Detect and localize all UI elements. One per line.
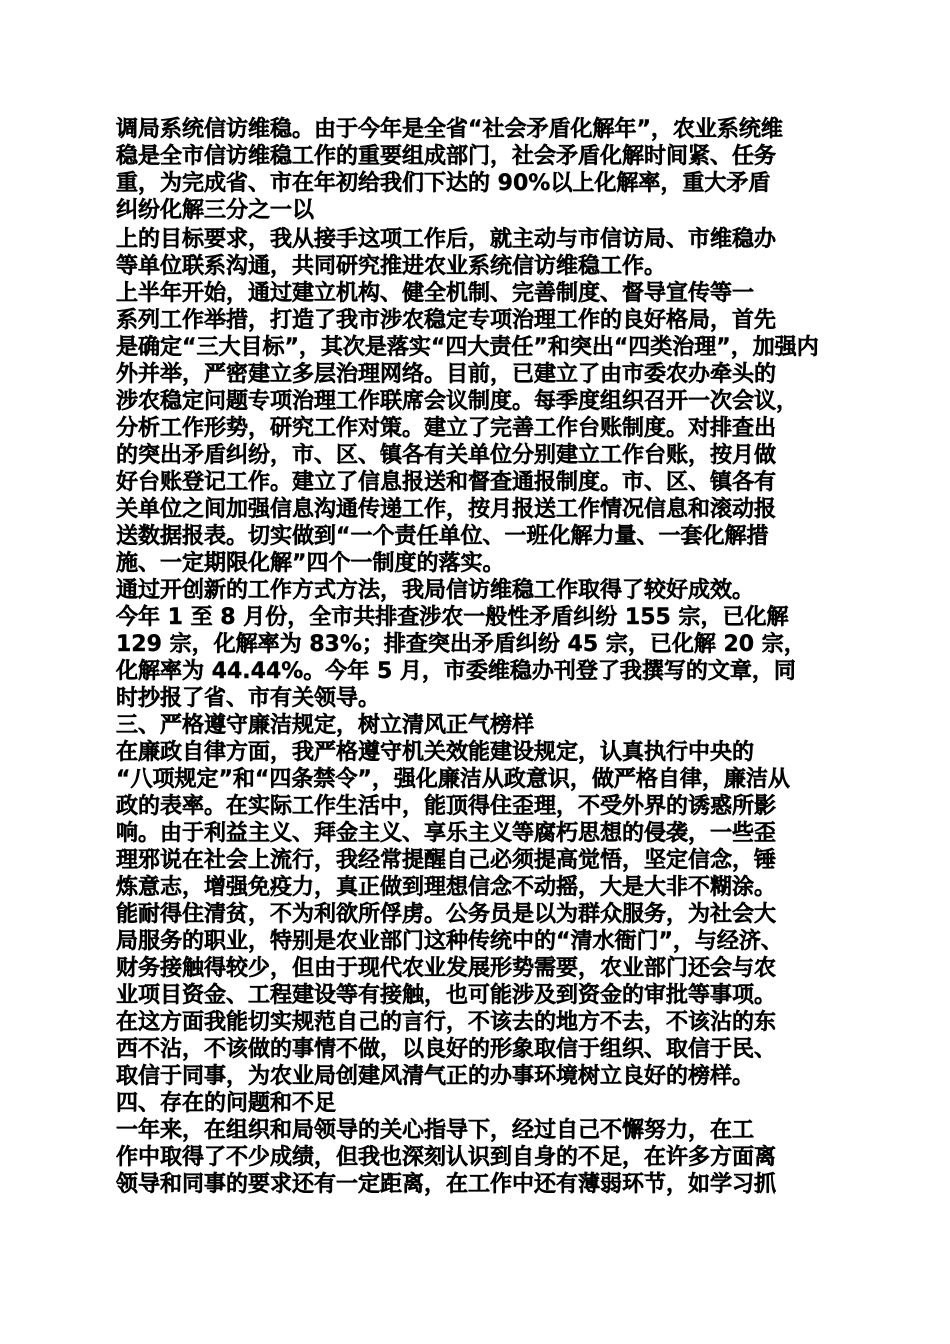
text-line: 送数据报表。切实做到“一个责任单位、一班化解力量、一套化解措 (116, 524, 769, 549)
text-line: 在廉政自律方面，我严格遵守机关效能建设规定，认真执行中央的 (116, 740, 755, 765)
text-line: 稳是全市信访维稳工作的重要组成部门，社会矛盾化解时间紧、任务 (116, 144, 777, 169)
text-line: 理邪说在社会上流行，我经常提醒自己必须提高觉悟，坚定信念，锤 (116, 848, 777, 873)
text-line: 时抄报了省、市有关领导。 (116, 686, 381, 711)
text-line: 上的目标要求，我从接手这项工作后，就主动与市信访局、市维稳办 (116, 227, 777, 252)
text-line: “八项规定”和“四条禁令”，强化廉洁从政意识，做严格自律，廉洁从 (116, 767, 790, 792)
text-line: 是确定“三大目标”，其次是落实“四大责任”和突出“四类治理”，加强内 (116, 335, 819, 360)
text-line: 等单位联系沟通，共同研究推进农业系统信访维稳工作。 (116, 254, 667, 279)
text-line: 关单位之间加强信息沟通传递工作，按月报送工作情况信息和滚动报 (116, 497, 777, 522)
text-line: 的突出矛盾纠纷，市、区、镇各有关单位分别建立工作台账，按月做 (116, 443, 777, 468)
text-line: 作中取得了不少成绩，但我也深刻认识到自身的不足，在许多方面离 (116, 1145, 777, 1170)
text-line: 西不沾，不该做的事情不做，以良好的形象取信于组织、取信于民、 (116, 1037, 777, 1062)
text-line: 能耐得住清贫，不为利欲所俘虏。公务员是以为群众服务，为社会大 (116, 902, 777, 927)
text-line: 129 宗，化解率为 83%；排查突出矛盾纠纷 45 宗，已化解 20 宗， (116, 632, 806, 657)
text-line: 一年来，在组织和局领导的关心指导下，经过自己不懈努力，在工 (116, 1118, 755, 1143)
text-line: 施、一定期限化解”四个一制度的落实。 (116, 551, 505, 576)
text-line: 上半年开始，通过建立机构、健全机制、完善制度、督导宣传等一 (116, 281, 755, 306)
section-heading: 四、存在的问题和不足 (116, 1091, 337, 1116)
section-heading: 三、严格遵守廉洁规定，树立清风正气榜样 (116, 713, 535, 738)
text-line: 领导和同事的要求还有一定距离，在工作中还有薄弱环节，如学习抓 (116, 1172, 777, 1197)
text-line: 重，为完成省、市在年初给我们下达的 90%以上化解率，重大矛盾 (116, 171, 771, 196)
text-line: 今年 1 至 8 月份，全市共排查涉农一般性矛盾纠纷 155 宗，已化解 (116, 605, 789, 630)
text-line: 财务接触得较少，但由于现代农业发展形势需要，农业部门还会与农 (116, 956, 777, 981)
text-line: 外并举，严密建立多层治理网络。目前，已建立了由市委农办牵头的 (116, 362, 777, 387)
text-line: 政的表率。在实际工作生活中，能顶得住歪理，不受外界的诱惑所影 (116, 794, 777, 819)
text-line: 炼意志，增强免疫力，真正做到理想信念不动摇，大是大非不糊涂。 (116, 875, 777, 900)
text-line: 局服务的职业，特别是农业部门这种传统中的“清水衙门”，与经济、 (116, 929, 783, 954)
text-line: 取信于同事，为农业局创建风清气正的办事环境树立良好的榜样。 (116, 1064, 755, 1089)
document-page (116, 116, 846, 1198)
text-line: 分析工作形势，研究工作对策。建立了完善工作台账制度。对排查出 (116, 416, 777, 441)
text-line: 好台账登记工作。建立了信息报送和督查通报制度。市、区、镇各有 (116, 470, 777, 495)
text-line: 在这方面我能切实规范自己的言行，不该去的地方不去，不该沾的东 (116, 1010, 777, 1035)
text-line: 调局系统信访维稳。由于今年是全省“社会矛盾化解年”，农业系统维 (116, 117, 783, 142)
text-line: 化解率为 44.44%。今年 5 月，市委维稳办刊登了我撰写的文章，同 (116, 659, 796, 684)
text-line: 涉农稳定问题专项治理工作联席会议制度。每季度组织召开一次会议， (116, 389, 799, 414)
text-line: 通过开创新的工作方式方法，我局信访维稳工作取得了较好成效。 (116, 578, 755, 603)
text-line: 纠纷化解三分之一以 (116, 198, 315, 223)
text-line: 业项目资金、工程建设等有接触，也可能涉及到资金的审批等事项。 (116, 983, 777, 1008)
text-line: 系列工作举措，打造了我市涉农稳定专项治理工作的良好格局，首先 (116, 308, 777, 333)
text-line: 响。由于利益主义、拜金主义、享乐主义等腐朽思想的侵袭，一些歪 (116, 821, 777, 846)
